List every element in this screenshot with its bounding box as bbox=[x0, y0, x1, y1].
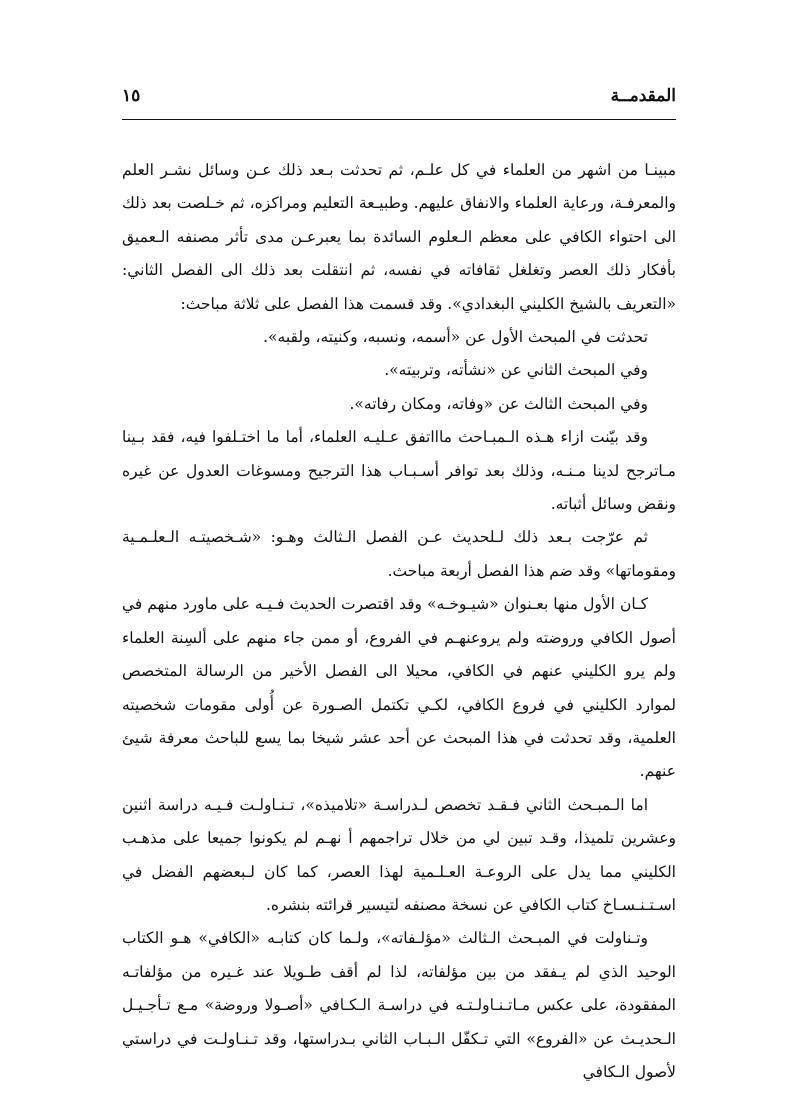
paragraph: وتـناولت في المبـحث الـثالث «مؤلـفاته»، ولـما كان كتابـه «الكافي» هـو الكتاب الوحيد الذي لم يـفقد من بين مؤلفاته، لذا لم أقف طـويلا عند غـيره من مؤلفاتـه المفقودة، على عكس مـاتـنـاولـتـه في دراسـة الـكـافي «أصـولا وروضة» مـع تـأجـيـل الـحديـث عن «الفروع» التي تـكفّل الـبـاب الثاني بـدراستها، وقد تـنـاولـت في دراستي لأصول الـكافي bbox=[122, 929, 676, 1081]
paragraph: اما الـمبـحث الثاني فـقـد تخصص لـدراسـة «تلاميذه»، تـنـاولـت فـيـه دراسة اثنين وعشرين تلميذا، وقـد تبين لي من خلال تراجمهم أ نهـم لم يكونوا جميعا على مذهـب الكليني مما يدل على الروعـة العـلـمية لهذا العصر، كما كان لـبعضهم الفضل في اسـتـنـسـاخ كتاب الكافي عن نسخة مصنفه لتيسير قرائته بنشره. bbox=[122, 795, 676, 914]
paragraph: وفي المبحث الثاني عن «نشأته، وتربيته». bbox=[384, 361, 648, 380]
paragraph: كـان الأول منها بعـنوان «شيـوخـه» وقد اقتصرت الحديث فـيـه على ماورد منهم في أصول الكافي وروضته ولم يروعنهـم في الفروع، أو ممن جاء منهم على ألسِنة العلماء ولم يرو الكليني عنهم في الكافي، محيلا الى الفصل الأخير من الرسالة المتخصص لموارد الكليني في فروع الكافي، لكـي تكتمل الصـورة عن أُولى مقومات شخصيته العلمية، وقد تحدثت في هذا المبحث عن أحد عشر شيخا بما يسع للباحث معرفة شيئ عنهم. bbox=[122, 595, 676, 781]
paragraph: ثم عرّجت بـعد ذلك لـلحديث عـن الفصل الـثالث وهـو: «شـخصيتـه الـعلـمـية ومقوماتها» وقد ضم هذا الفصل أربعة مباحث. bbox=[122, 528, 676, 580]
running-title: المقدمــة bbox=[610, 86, 676, 106]
paragraph: مبينـا من اشهر من العلماء في كل علـم، ثم تحدثت بـعد ذلك عـن وسائل نشـر العلم والمعرفـة، ورعاية العلماء والانفاق عليهم. وطبيـعة التعليم ومراكزه، ثم خـلصت بعد ذلك الى احتواء الكافي على معظم الـعلوم السائدة بما يعبرعـن مدى تأثر مصنفه الـعميق بأفكار ذلك العصر وتغلغل ثقافاته في نفسه، ثم انتقلت بعد ذلك الى الفصل الثاني: «التعريف بالشيخ الكليني البغدادي». وقد قسمت هذا الفصل على ثلاثة مباحث: bbox=[122, 161, 676, 313]
body-text bbox=[122, 154, 676, 1089]
paragraph: وفي المبحث الثالث عن «وفاته، ومكان رفاته». bbox=[349, 394, 648, 413]
page-header bbox=[122, 84, 676, 114]
paragraph: تحدثت في المبحث الأول عن «أسمه، ونسبه، وكنيته، ولقبه». bbox=[263, 328, 648, 347]
paragraph: وقد بيّنت ازاء هـذه الـمبـاحث ماااتفق عـليـه العلماء، أما ما اختـلفوا فيه، فقد بـينا مـاترجح لدينا مـنـه، وذلك بعد توافر أسـبـاب هذا الترجيح ومسوغات العدول عن غيره ونقض وسائل أثباته. bbox=[122, 428, 676, 514]
page-number: ١٥ bbox=[122, 86, 141, 106]
header-rule bbox=[122, 119, 676, 120]
